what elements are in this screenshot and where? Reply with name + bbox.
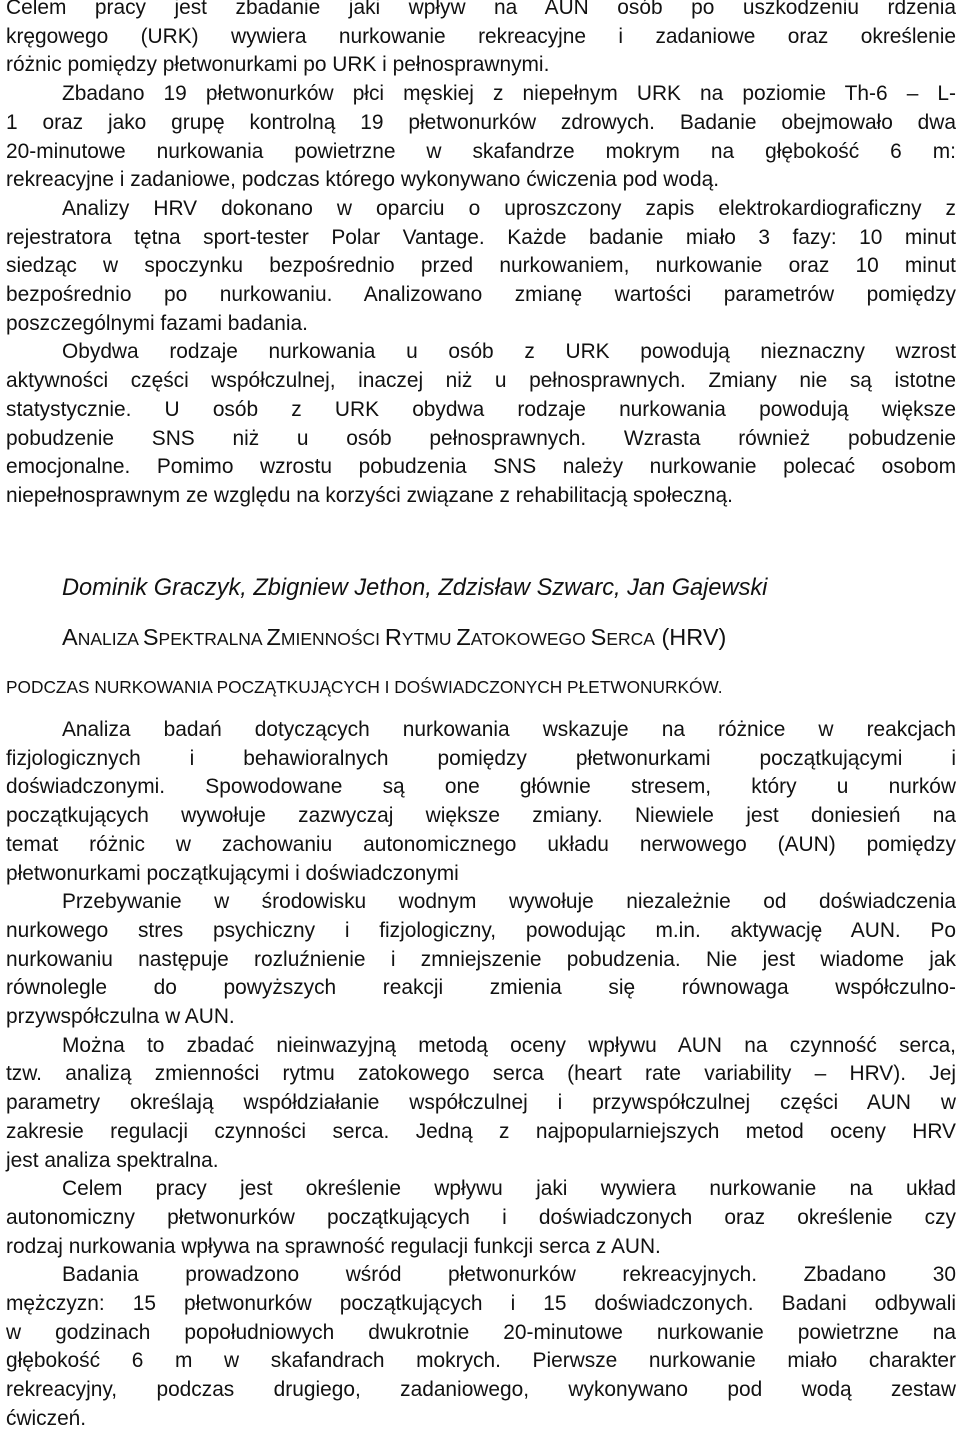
text-line: nurkowego stres psychiczny i fizjologiczny, powodując m.in. aktywację AUN. Po <box>6 918 956 942</box>
text-line: Analiza badań dotyczących nurkowania wskazuje na różnice w reakcjach <box>62 718 956 741</box>
text-line: kręgowego (URK) wywiera nurkowanie rekreacyjne i zadaniowe oraz określenie <box>6 24 956 48</box>
text-line: Badania prowadzono wśród płetwonurków rekreacyjnych. Zbadano 30 <box>62 1263 956 1287</box>
title-initial: S <box>590 624 607 650</box>
text-line: 1 oraz jako grupę kontrolną 19 płetwonurków zdrowych. Badanie obejmowało dwa <box>6 110 956 134</box>
text-line: Zbadano 19 płetwonurków płci męskiej z niepełnym URK na poziomie Th-6 – L- <box>62 82 956 106</box>
text-line: początkujących wywołuje zazwyczaj większe zmiany. Niewiele jest doniesień na <box>6 804 956 828</box>
title-smallcaps: YTMU <box>401 629 457 649</box>
text-line: rodzaj nurkowania wpływa na sprawność regulacji funkcji serca z AUN. <box>6 1234 661 1258</box>
text-line: niepełnosprawnym ze względu na korzyści związane z rehabilitacją społeczną. <box>6 483 733 507</box>
text-line: 20-minutowe nurkowania powietrzne w skafandrze mokrym na głębokość 6 m: <box>6 139 956 163</box>
text-line: przywspółczulna w AUN. <box>6 1005 235 1029</box>
text-line: Przebywanie w środowisku wodnym wywołuje niezależnie od doświadczenia <box>62 890 956 914</box>
title-smallcaps: PEKTRALNA <box>158 629 267 649</box>
title-initial: Z <box>456 624 471 650</box>
title-initial: Z <box>266 624 281 650</box>
text-line: fizjologicznych i behawioralnych pomiędzy płetwonurkami początkującymi i <box>6 746 956 770</box>
text-line: poszczególnymi fazami badania. <box>6 311 308 335</box>
text-line: mężczyzn: 15 płetwonurków początkujących i 15 doświadczonych. Badani odbywali <box>6 1292 956 1316</box>
title-initial: R <box>384 624 402 650</box>
text-line: doświadczonymi. Spowodowane są one głównie stresem, który u nurków <box>6 775 956 799</box>
article-body <box>6 716 956 1434</box>
title-smallcaps: MIENNOŚCI <box>280 629 385 649</box>
title-initial: A <box>62 624 78 650</box>
title-initial: S <box>142 624 159 650</box>
text-line: Można to zbadać nieinwazyjną metodą oceny wpływu AUN na czynność serca, <box>62 1033 956 1057</box>
text-line: parametry określają współdziałanie współczulnej i przywspółczulnej części AUN w <box>6 1091 956 1115</box>
text-line: tzw. analizą zmienności rytmu zatokowego serca (heart rate variability – HRV). Jej <box>6 1062 956 1086</box>
title-smallcaps: ATOKOWEGO <box>470 629 591 649</box>
text-line: jest analiza spektralna. <box>6 1148 219 1172</box>
text-line: pobudzenie SNS niż u osób pełnosprawnych. Wzrasta również pobudzenie <box>6 426 956 450</box>
text-line: statystycznie. U osób z URK obydwa rodzaje nurkowania powodują większe <box>6 397 956 421</box>
text-line: autonomiczny płetwonurków początkujących i doświadczonych oraz określenie czy <box>6 1205 956 1229</box>
text-line: równolegle do powyższych reakcji zmienia się równowaga współczulno- <box>6 976 956 1000</box>
text-line: rekreacyjne i zadaniowe, podczas którego wykonywano ćwiczenia pod wodą. <box>6 168 719 192</box>
text-line: siedząc w spoczynku bezpośrednio przed nurkowaniem, nurkowanie oraz 10 minut <box>6 254 956 278</box>
text-line: temat różnic w zachowaniu autonomicznego układu nerwowego (AUN) pomiędzy <box>6 832 956 856</box>
article-title <box>62 624 956 651</box>
article-title-line-2: PODCZAS NURKOWANIA POCZĄTKUJĄCYCH I DOŚWIADCZONYCH PŁETWONURKÓW. <box>6 677 723 697</box>
text-line: zakresie regulacji czynności serca. Jedną z najpopularniejszych metod oceny HRV <box>6 1119 956 1143</box>
text-line: Celem pracy jest określenie wpływu jaki wywiera nurkowanie na układ <box>62 1177 956 1201</box>
title-smallcaps: NALIZA <box>77 629 143 649</box>
text-line: płetwonurkami początkującymi i doświadczonymi <box>6 861 459 885</box>
abstract-block-top <box>6 0 956 511</box>
text-line: rejestratora tętna sport-tester Polar Vantage. Każde badanie miało 3 fazy: 10 minut <box>6 225 956 249</box>
text-line: Analizy HRV dokonano w oparciu o uproszczony zapis elektrokardiograficzny z <box>62 196 956 220</box>
text-line: Celem pracy jest zbadanie jaki wpływ na AUN osób po uszkodzeniu rdzenia <box>6 0 956 19</box>
article-authors: Dominik Graczyk, Zbigniew Jethon, Zdzisław Szwarc, Jan Gajewski <box>62 575 768 601</box>
text-line: rekreacyjny, podczas drugiego, zadaniowego, wykonywano pod wodą zestaw <box>6 1378 956 1402</box>
text-line: Obydwa rodzaje nurkowania u osób z URK powodują nieznaczny wzrost <box>62 340 956 364</box>
text-line: w godzinach popołudniowych dwukrotnie 20-minutowe nurkowanie powietrzne na <box>6 1320 956 1344</box>
text-line: nurkowaniu następuje rozluźnienie i zmniejszenie pobudzenia. Nie jest wiadome jak <box>6 947 956 971</box>
text-line: aktywności części współczulnej, inaczej niż u pełnosprawnych. Zmiany nie są istotne <box>6 369 956 393</box>
text-line: głębokość 6 m w skafandrach mokrych. Pierwsze nurkowanie miało charakter <box>6 1349 956 1373</box>
title-smallcaps: ERCA <box>606 629 655 649</box>
text-line: ćwiczeń. <box>6 1406 87 1430</box>
text-line: różnic pomiędzy płetwonurkami po URK i pełnosprawnymi. <box>6 53 550 77</box>
title-suffix: (HRV) <box>654 624 727 650</box>
text-line: bezpośrednio po nurkowaniu. Analizowano zmianę wartości parametrów pomiędzy <box>6 283 956 307</box>
text-line: emocjonalne. Pomimo wzrostu pobudzenia SNS należy nurkowanie polecać osobom <box>6 455 956 479</box>
